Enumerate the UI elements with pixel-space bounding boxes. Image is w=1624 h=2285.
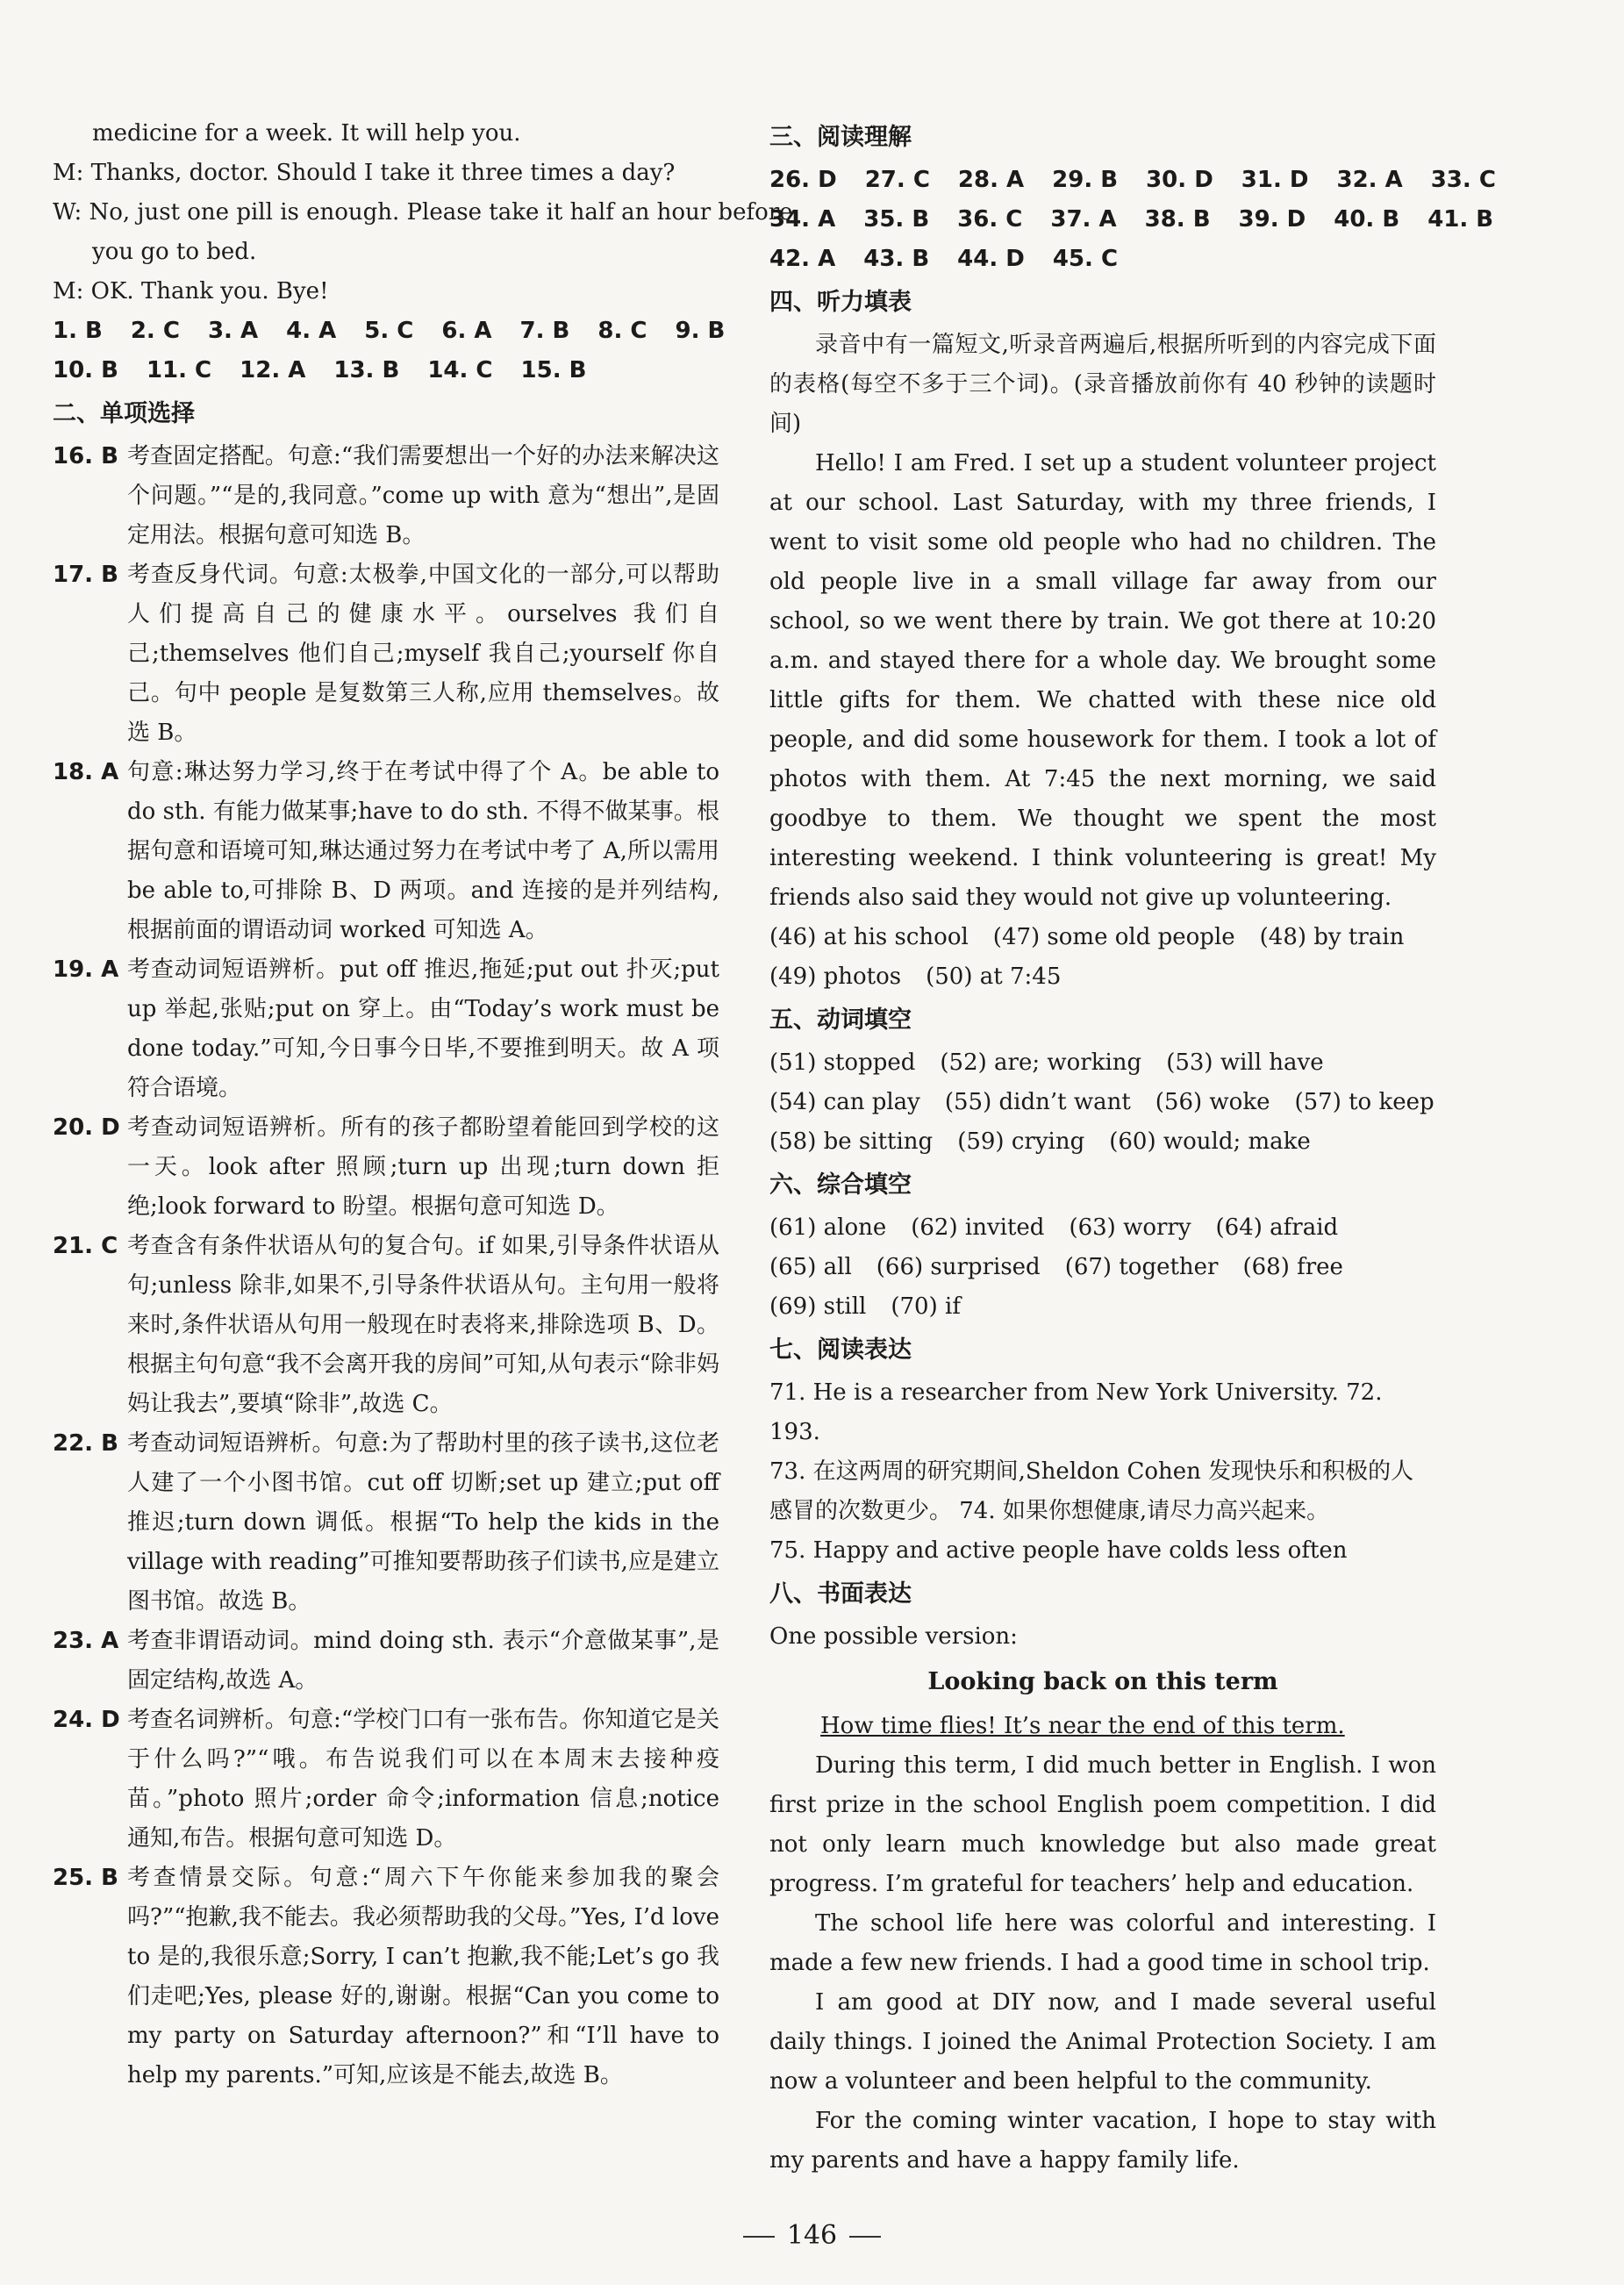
essay-intro: One possible version: bbox=[769, 1623, 1018, 1650]
essay-opening: How time flies! It’s near the end of this term. bbox=[820, 1713, 1345, 1739]
answer: (60) would; make bbox=[1109, 1128, 1311, 1155]
answer: 9. B bbox=[675, 318, 726, 344]
question-explanation: 考查动词短语辨析。put off 推迟,拖延;put out 扑灭;put up 举起,张贴;put on 穿上。由“Today’s work must be done today.”可知,今日事今日毕,不要推到明天。故 A 项符合语境。 bbox=[127, 956, 719, 1101]
question-number: 25. B bbox=[53, 1865, 118, 1891]
question-explanation: 考查动词短语辨析。所有的孩子都盼望着能回到学校的这一天。look after 照顾;turn up 出现;turn down 拒绝;look forward to 盼望。根据句意可知选 D。 bbox=[127, 1114, 719, 1220]
answer: 12. A bbox=[240, 357, 306, 383]
question-explanation: 句意:琳达努力学习,终于在考试中得了个 A。be able to do sth. 有能力做某事;have to do sth. 不得不做某事。根据句意和语境可知,琳达通过努力在考试中考了 A,所以需用 be able to,可排除 B、D 两项。and 连接的是并列结构,根据前面的谓语动词 worked 可知选 A。 bbox=[127, 759, 719, 943]
question-item bbox=[53, 555, 719, 753]
answer: 6. A bbox=[441, 318, 492, 344]
answer: 31. D bbox=[1241, 167, 1309, 193]
listening-passage: Hello! I am Fred. I set up a student volunteer project at our school. Last Saturday, with my three friends, I went to visit some old people who had no children. The old people live in a small village far away from our school, so we went there by train. We got there at 10:20 a.m. and stayed there for a whole day. We brought some little gifts for them. We chatted with these nice old people, and did some housework for them. I took a lot of photos with them. At 7:45 the next morning, we said goodbye to them. We thought we spent the most interesting weekend. I think volunteering is great! My friends also said they would not give up volunteering. bbox=[769, 450, 1436, 911]
answer: (65) all bbox=[769, 1254, 852, 1280]
essay-title: Looking back on this term bbox=[927, 1668, 1278, 1695]
question-item bbox=[53, 1108, 719, 1227]
right-column bbox=[769, 114, 1496, 2181]
answer: (67) together bbox=[1064, 1254, 1219, 1280]
answer: 45. C bbox=[1052, 246, 1119, 272]
footer-dash bbox=[849, 2236, 881, 2238]
answer: (69) still bbox=[769, 1293, 867, 1320]
answer: 38. B bbox=[1144, 206, 1211, 233]
essay-paragraph: For the coming winter vacation, I hope to stay with my parents and have a happy family life. bbox=[769, 2108, 1436, 2174]
answer: 8. C bbox=[597, 318, 647, 344]
answer: 34. A bbox=[769, 206, 836, 233]
question-number: 19. A bbox=[53, 956, 119, 983]
answer: (66) surprised bbox=[876, 1254, 1041, 1280]
dialogue-line: medicine for a week. It will help you. bbox=[92, 120, 521, 147]
answer: (50) at 7:45 bbox=[926, 963, 1062, 990]
question-item bbox=[53, 753, 719, 950]
answer: 39. D bbox=[1238, 206, 1306, 233]
listening-fill-answers bbox=[769, 918, 1436, 997]
answer: 30. D bbox=[1146, 167, 1213, 193]
question-item bbox=[53, 1859, 719, 2095]
reading-answers-row bbox=[769, 240, 1436, 279]
essay-paragraph: The school life here was colorful and interesting. I made a few new friends. I had a good time in school trip. bbox=[769, 1910, 1436, 1976]
question-item bbox=[53, 437, 719, 555]
question-number: 17. B bbox=[53, 562, 118, 588]
listening-answers-row bbox=[53, 351, 719, 390]
answer: (52) are; working bbox=[940, 1049, 1142, 1076]
answer: 42. A bbox=[769, 246, 836, 272]
reading-expression-line: 73. 在这两周的研究期间,Sheldon Cohen 发现快乐和积极的人感冒的次数更少。 74. 如果你想健康,请尽力高兴起来。 bbox=[769, 1458, 1414, 1524]
answer: 5. C bbox=[364, 318, 414, 344]
dialogue-line: M: OK. Thank you. Bye! bbox=[53, 278, 329, 304]
question-explanation: 考查固定搭配。句意:“我们需要想出一个好的办法来解决这个问题。”“是的,我同意。”come up with 意为“想出”,是固定用法。根据句意可知选 B。 bbox=[127, 443, 719, 548]
answer: 26. D bbox=[769, 167, 837, 193]
question-item bbox=[53, 1424, 719, 1622]
answer: (61) alone bbox=[769, 1214, 887, 1241]
answer: (64) afraid bbox=[1215, 1214, 1339, 1241]
section-title: 三、阅读理解 bbox=[769, 124, 912, 151]
question-item bbox=[53, 1701, 719, 1859]
answer: (53) will have bbox=[1166, 1049, 1324, 1076]
answer: (56) woke bbox=[1155, 1089, 1270, 1115]
answer: (54) can play bbox=[769, 1089, 920, 1115]
question-number: 16. B bbox=[53, 443, 118, 469]
left-column bbox=[53, 114, 793, 2095]
section-title: 四、听力填表 bbox=[769, 289, 912, 316]
listening-answers-row bbox=[53, 312, 726, 351]
reading-expression-line: 71. He is a researcher from New York University. 72. 193. bbox=[769, 1379, 1383, 1445]
answer: (58) be sitting bbox=[769, 1128, 934, 1155]
answer: 32. A bbox=[1336, 167, 1403, 193]
question-number: 24. D bbox=[53, 1707, 120, 1733]
question-explanation: 考查动词短语辨析。句意:为了帮助村里的孩子读书,这位老人建了一个小图书馆。cut off 切断;set up 建立;put off 推迟;turn down 调低。根据“To help the kids in the village with reading”可推知要帮助孩子们读书,应是建立图书馆。故选 B。 bbox=[127, 1430, 719, 1615]
answer: 33. C bbox=[1430, 167, 1496, 193]
question-explanation: 考查情景交际。句意:“周六下午你能来参加我的聚会吗?”“抱歉,我不能去。我必须帮助我的父母。”Yes, I’d love to 是的,我很乐意;Sorry, I can’t 抱歉,我不能;Let’s go 我们走吧;Yes, please 好的,谢谢。根据“Can you come to my party on Saturday afternoon?”和“I’ll have to help my parents.”可知,应该是不能去,故选 B。 bbox=[127, 1865, 719, 2088]
cloze-answers bbox=[769, 1208, 1436, 1327]
dialogue-line: you go to bed. bbox=[92, 239, 257, 265]
answer: (46) at his school bbox=[769, 924, 969, 950]
question-number: 23. A bbox=[53, 1628, 119, 1654]
question-explanation: 考查含有条件状语从句的复合句。if 如果,引导条件状语从句;unless 除非,如果不,引导条件状语从句。主句用一般将来时,条件状语从句用一般现在时表将来,排除选项 B、D。根据主句句意“我不会离开我的房间”可知,从句表示“除非妈妈让我去”,要填“除非”,故选 C。 bbox=[127, 1233, 719, 1417]
answer: 13. B bbox=[333, 357, 400, 383]
answer: 29. B bbox=[1052, 167, 1119, 193]
answer: 4. A bbox=[286, 318, 337, 344]
footer-dash bbox=[743, 2236, 775, 2238]
question-number: 21. C bbox=[53, 1233, 118, 1259]
essay-paragraph: I am good at DIY now, and I made several useful daily things. I joined the Animal Protection Society. I am now a volunteer and been helpful to the community. bbox=[769, 1989, 1436, 2095]
page-number: 146 bbox=[786, 2220, 838, 2251]
answer: (48) by train bbox=[1259, 924, 1405, 950]
section-title: 二、单项选择 bbox=[53, 400, 195, 427]
answer: 14. C bbox=[427, 357, 493, 383]
answer: (68) free bbox=[1242, 1254, 1343, 1280]
question-explanation: 考查反身代词。句意:太极拳,中国文化的一部分,可以帮助人们提高自己的健康水平。ourselves 我们自己;themselves 他们自己;myself 我自己;yourself 你自己。句中 people 是复数第三人称,应用 themselves。故选 B。 bbox=[127, 562, 719, 746]
question-item bbox=[53, 1227, 719, 1424]
answer: 2. C bbox=[130, 318, 180, 344]
question-number: 20. D bbox=[53, 1114, 120, 1141]
answer: 37. A bbox=[1050, 206, 1117, 233]
answer: 28. A bbox=[957, 167, 1025, 193]
question-explanation: 考查非谓语动词。mind doing sth. 表示“介意做某事”,是固定结构,故选 A。 bbox=[127, 1628, 719, 1694]
answer: (63) worry bbox=[1069, 1214, 1191, 1241]
answer: (49) photos bbox=[769, 963, 902, 990]
section-title: 五、动词填空 bbox=[769, 1006, 912, 1034]
answer: 44. D bbox=[957, 246, 1025, 272]
question-number: 18. A bbox=[53, 759, 119, 785]
reading-answers-row bbox=[769, 161, 1496, 200]
answer: (55) didn’t want bbox=[944, 1089, 1131, 1115]
dialogue-line: W: No, just one pill is enough. Please take it half an hour before bbox=[53, 199, 793, 226]
listening-instruction: 录音中有一篇短文,听录音两遍后,根据所听到的内容完成下面的表格(每空不多于三个词)。(录音播放前你有 40 秒钟的读题时间) bbox=[769, 332, 1436, 437]
answer: (59) crying bbox=[957, 1128, 1085, 1155]
question-explanation: 考查名词辨析。句意:“学校门口有一张布告。你知道它是关于什么吗?”“哦。布告说我们可以在本周末去接种疫苗。”photo 照片;order 命令;information 信息;notice 通知,布告。根据句意可知选 D。 bbox=[127, 1707, 719, 1852]
answer: (57) to keep bbox=[1294, 1089, 1434, 1115]
answer: 15. B bbox=[520, 357, 587, 383]
answer: 27. C bbox=[864, 167, 930, 193]
answer: 10. B bbox=[53, 357, 118, 383]
dialogue bbox=[53, 114, 793, 312]
question-item bbox=[53, 1622, 719, 1701]
answer: 35. B bbox=[863, 206, 930, 233]
answer: (62) invited bbox=[911, 1214, 1045, 1241]
answer: 36. C bbox=[957, 206, 1023, 233]
essay-paragraph: During this term, I did much better in English. I won first prize in the school English poem competition. I did not only learn much knowledge but also made great progress. I’m grateful for teachers’ help and education. bbox=[769, 1752, 1436, 1897]
answer: (47) some old people bbox=[992, 924, 1235, 950]
question-item bbox=[53, 950, 719, 1108]
answer: 1. B bbox=[53, 318, 103, 344]
question-number: 22. B bbox=[53, 1430, 118, 1457]
section-title: 七、阅读表达 bbox=[769, 1336, 912, 1364]
answer: 41. B bbox=[1427, 206, 1494, 233]
section2-items bbox=[53, 437, 719, 2095]
page-footer bbox=[0, 2216, 1624, 2255]
reading-answers-row bbox=[769, 200, 1494, 240]
reading-expression-line: 75. Happy and active people have colds less often bbox=[769, 1537, 1348, 1564]
answer: 43. B bbox=[863, 246, 930, 272]
dialogue-line: M: Thanks, doctor. Should I take it three times a day? bbox=[53, 160, 676, 186]
answer: 40. B bbox=[1334, 206, 1400, 233]
answer: 7. B bbox=[519, 318, 570, 344]
answer: (51) stopped bbox=[769, 1049, 916, 1076]
section-title: 六、综合填空 bbox=[769, 1171, 912, 1199]
answer: (70) if bbox=[891, 1293, 961, 1320]
verb-fill-answers bbox=[769, 1043, 1436, 1162]
section-title: 八、书面表达 bbox=[769, 1580, 912, 1608]
answer: 11. C bbox=[146, 357, 212, 383]
answer: 3. A bbox=[207, 318, 259, 344]
